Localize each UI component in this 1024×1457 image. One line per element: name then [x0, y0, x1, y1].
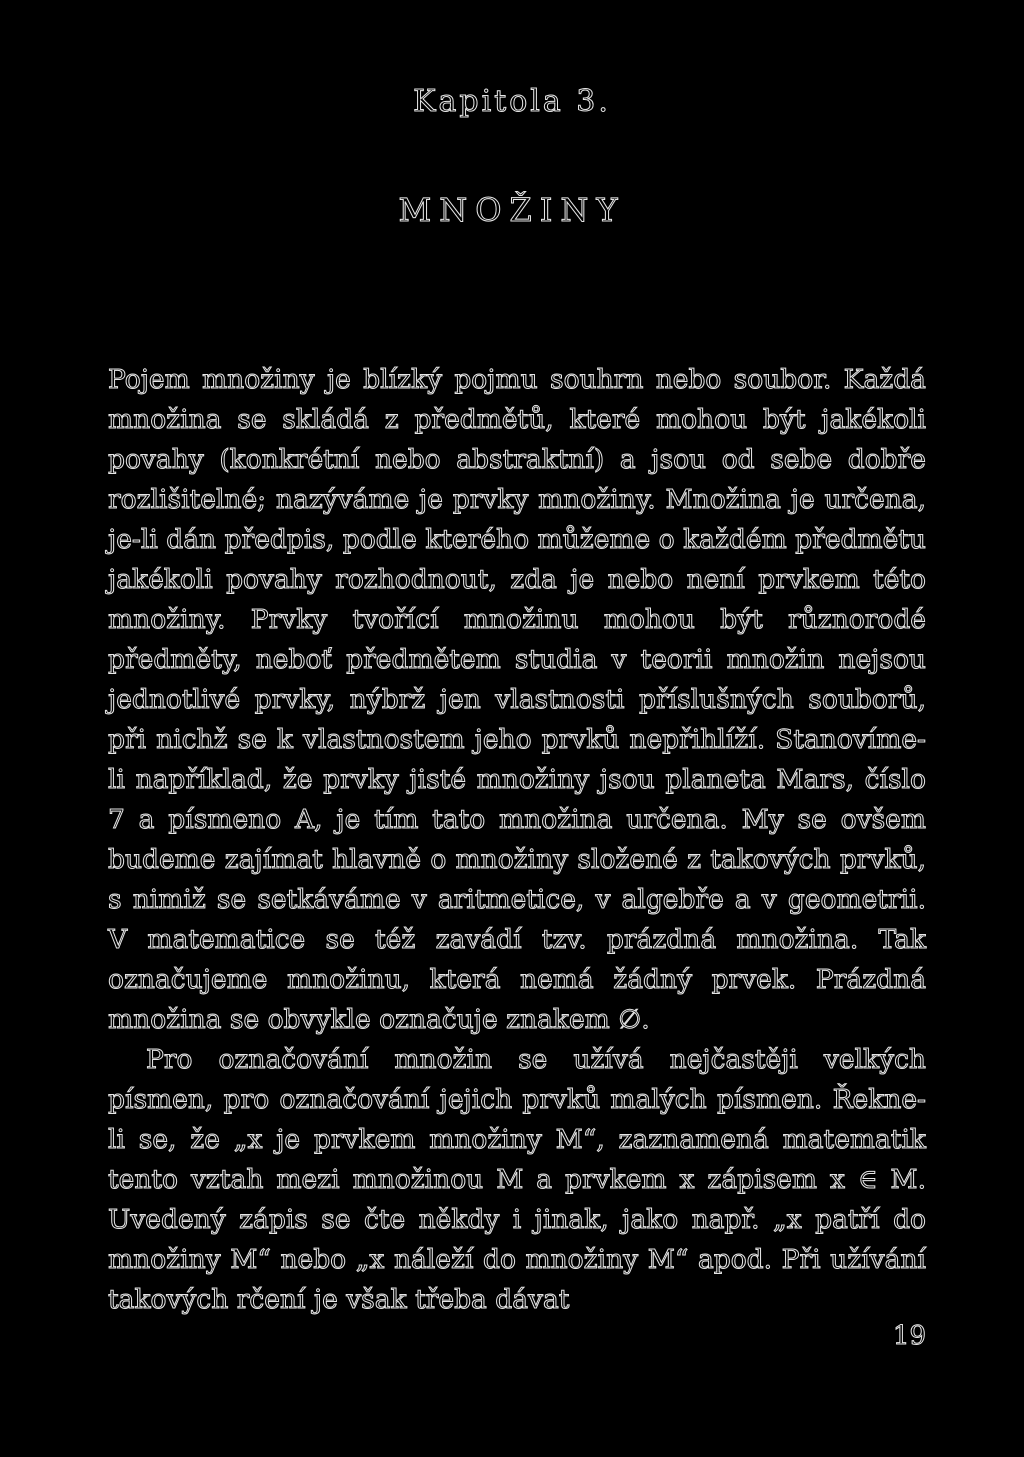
chapter-title: MNOŽINY	[398, 191, 626, 229]
paragraph-1: Pojem množiny je blízký pojmu souhrn nebo soubor. Každá množina se skládá z předmětů, které mohou být jakékoli povahy (konkrétní nebo abstraktní) a jsou od sebe dobře rozlišitelné; nazýváme je prvky množiny. Množina je určena, je-li dán předpis, podle kterého můžeme o každém předmětu jakékoli povahy rozhodnout, zda je nebo není prvkem této množiny. Prvky tvořící množinu mohou být různorodé předměty, neboť předmětem studia v teorii množin nejsou jednotlivé prvky, nýbrž jen vlastnosti příslušných souborů, při nichž se k vlastnostem jeho prvků nepřihlíží. Stanovíme-li například, že prvky jisté množiny jsou planeta Mars, číslo 7 a písmeno A, je tím tato množina určena. My se ovšem budeme zajímat hlavně o množiny složené z takových prvků, s nimiž se setkáváme v aritmetice, v algebře a v geometrii. V matematice se též zavádí tzv. prázdná množina. Tak označujeme množinu, která nemá žádný prvek. Prázdná množina se obvykle označuje znakem ∅.	[108, 364, 926, 1035]
body-text	[108, 360, 926, 1320]
page-number: 19	[892, 1321, 926, 1351]
paragraph-2: Pro označování množin se užívá nejčastěji velkých písmen, pro označování jejich prvků malých písmen. Řekne-li se, že „x je prvkem množiny M“, zaznamená matematik tento vztah mezi množinou M a prvkem x zápisem x ∈ M. Uvedený zápis se čte někdy i jinak, jako např. „x patří do množiny M“ nebo „x náleží do množiny M“ apod. Při užívání takových rčení je však třeba dávat	[108, 1044, 926, 1315]
chapter-heading: Kapitola 3.	[413, 84, 611, 119]
